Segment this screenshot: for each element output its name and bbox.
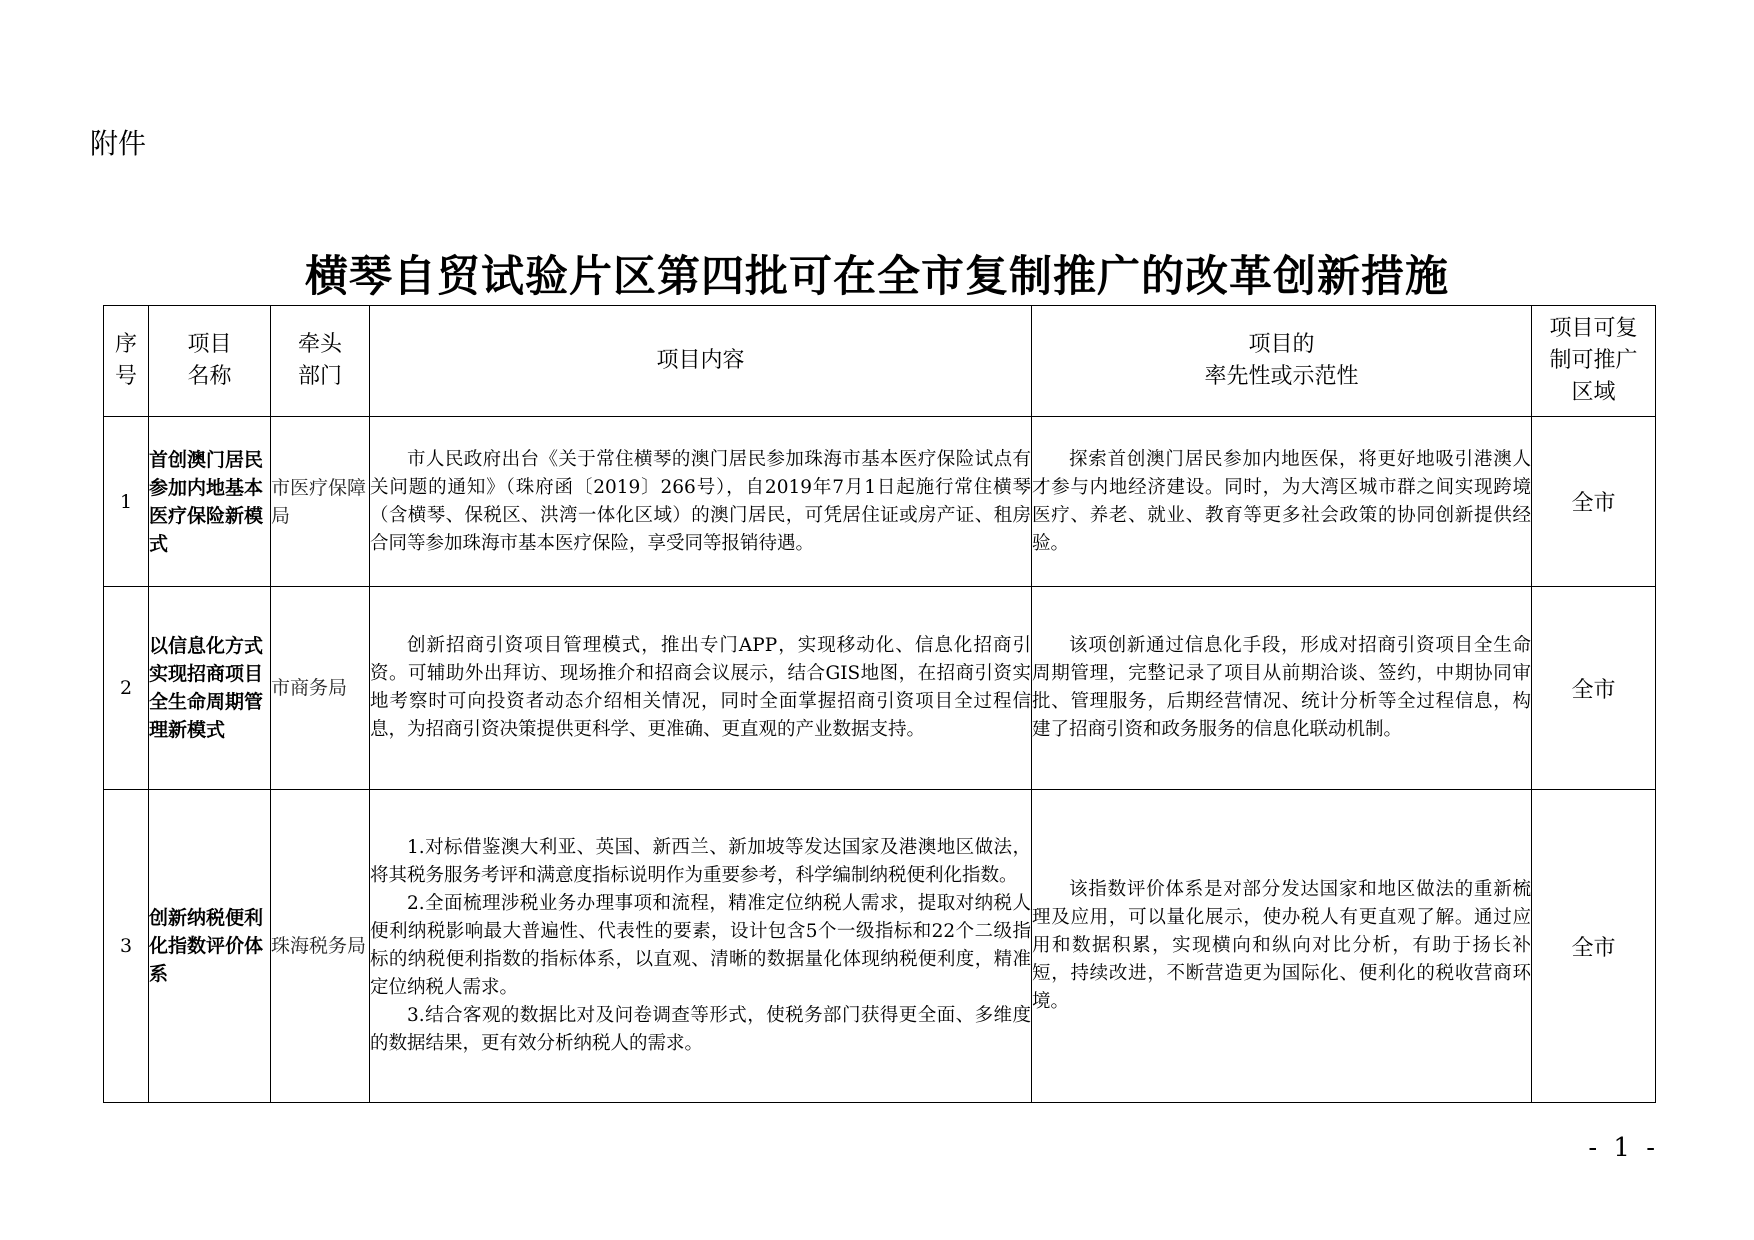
table-header-row [104, 306, 1656, 417]
row-pioneer [1032, 417, 1532, 587]
content-paragraph: 1.对标借鉴澳大利亚、英国、新西兰、新加坡等发达国家及港澳地区做法，将其税务服务考评和满意度指标说明作为重要参考，科学编制纳税便利化指数。 [370, 837, 1031, 886]
row-seq: 2 [104, 587, 149, 790]
header-pioneer [1032, 306, 1532, 417]
row-region: 全市 [1532, 587, 1656, 790]
table-row [104, 587, 1656, 790]
header-dept-line1: 牵头 [297, 332, 342, 357]
row-region: 全市 [1532, 417, 1656, 587]
header-region-line2: 制可推广 [1549, 348, 1638, 373]
row-pioneer [1032, 790, 1532, 1103]
header-name-line2: 名称 [187, 364, 232, 389]
header-seq [104, 306, 149, 417]
header-name [149, 306, 271, 417]
header-dept [271, 306, 370, 417]
pioneer-paragraph: 该指数评价体系是对部分发达国家和地区做法的重新梳理及应用，可以量化展示，使办税人有更直观了解。通过应用和数据积累，实现横向和纵向对比分析，有助于扬长补短，持续改进，不断营造更为国际化、便利化的税收营商环境。 [1032, 879, 1531, 1012]
row-seq: 1 [104, 417, 149, 587]
header-seq-line1: 序 [114, 332, 137, 357]
row-content [370, 417, 1032, 587]
content-paragraph: 3.结合客观的数据比对及问卷调查等形式，使税务部门获得更全面、多维度的数据结果，更有效分析纳税人的需求。 [370, 1005, 1031, 1054]
table-row [104, 417, 1656, 587]
header-seq-line2: 号 [114, 364, 137, 389]
header-region-line1: 项目可复 [1549, 316, 1638, 341]
row-lead-dept: 市商务局 [271, 587, 370, 790]
header-content-text: 项目内容 [656, 348, 745, 373]
header-region-line3: 区域 [1571, 380, 1616, 405]
content-paragraph: 创新招商引资项目管理模式，推出专门APP，实现移动化、信息化招商引资。可辅助外出拜访、现场推介和招商会议展示，结合GIS地图，在招商引资实地考察时可向投资者动态介绍相关情况，同时全面掌握招商引资项目全过程信息，为招商引资决策提供更科学、更准确、更直观的产业数据支持。 [370, 635, 1031, 740]
header-pioneer-line2: 率先性或示范性 [1204, 364, 1359, 389]
header-name-line1: 项目 [187, 332, 232, 357]
row-region: 全市 [1532, 790, 1656, 1103]
row-project-name: 创新纳税便利化指数评价体系 [149, 790, 271, 1103]
document-title: 横琴自贸试验片区第四批可在全市复制推广的改革创新措施 [305, 252, 1449, 302]
table-row [104, 790, 1656, 1103]
row-content [370, 587, 1032, 790]
content-paragraph: 2.全面梳理涉税业务办理事项和流程，精准定位纳税人需求，提取对纳税人便利纳税影响最大普遍性、代表性的要素，设计包含5个一级指标和22个二级指标的纳税便利指数的指标体系，以直观、清晰的数据量化体现纳税便利度，精准定位纳税人需求。 [370, 893, 1031, 998]
row-project-name: 以信息化方式实现招商项目全生命周期管理新模式 [149, 587, 271, 790]
header-content [370, 306, 1032, 417]
page-number: - 1 - [1588, 1133, 1659, 1163]
pioneer-paragraph: 探索首创澳门居民参加内地医保，将更好地吸引港澳人才参与内地经济建设。同时，为大湾区城市群之间实现跨境医疗、养老、就业、教育等更多社会政策的协同创新提供经验。 [1032, 448, 1531, 554]
pioneer-paragraph: 该项创新通过信息化手段，形成对招商引资项目全生命周期管理，完整记录了项目从前期洽谈、签约，中期协同审批、管理服务，后期经营情况、统计分析等全过程信息，构建了招商引资和政务服务的信息化联动机制。 [1032, 635, 1531, 740]
row-lead-dept: 珠海税务局 [271, 790, 370, 1103]
attachment-label: 附件 [90, 127, 147, 160]
row-content [370, 790, 1032, 1103]
row-seq: 3 [104, 790, 149, 1103]
measures-table [103, 305, 1656, 1103]
row-project-name: 首创澳门居民参加内地基本医疗保险新模式 [149, 417, 271, 587]
header-dept-line2: 部门 [297, 364, 342, 389]
header-pioneer-line1: 项目的 [1248, 332, 1315, 357]
row-lead-dept: 市医疗保障局 [271, 417, 370, 587]
row-pioneer [1032, 587, 1532, 790]
header-region [1532, 306, 1656, 417]
content-paragraph: 市人民政府出台《关于常住横琴的澳门居民参加珠海市基本医疗保险试点有关问题的通知》（珠府函〔2019〕266号），自2019年7月1日起施行常住横琴（含横琴、保税区、洪湾一体化区域）的澳门居民，可凭居住证或房产证、租房合同等参加珠海市基本医疗保险，享受同等报销待遇。 [370, 448, 1031, 554]
